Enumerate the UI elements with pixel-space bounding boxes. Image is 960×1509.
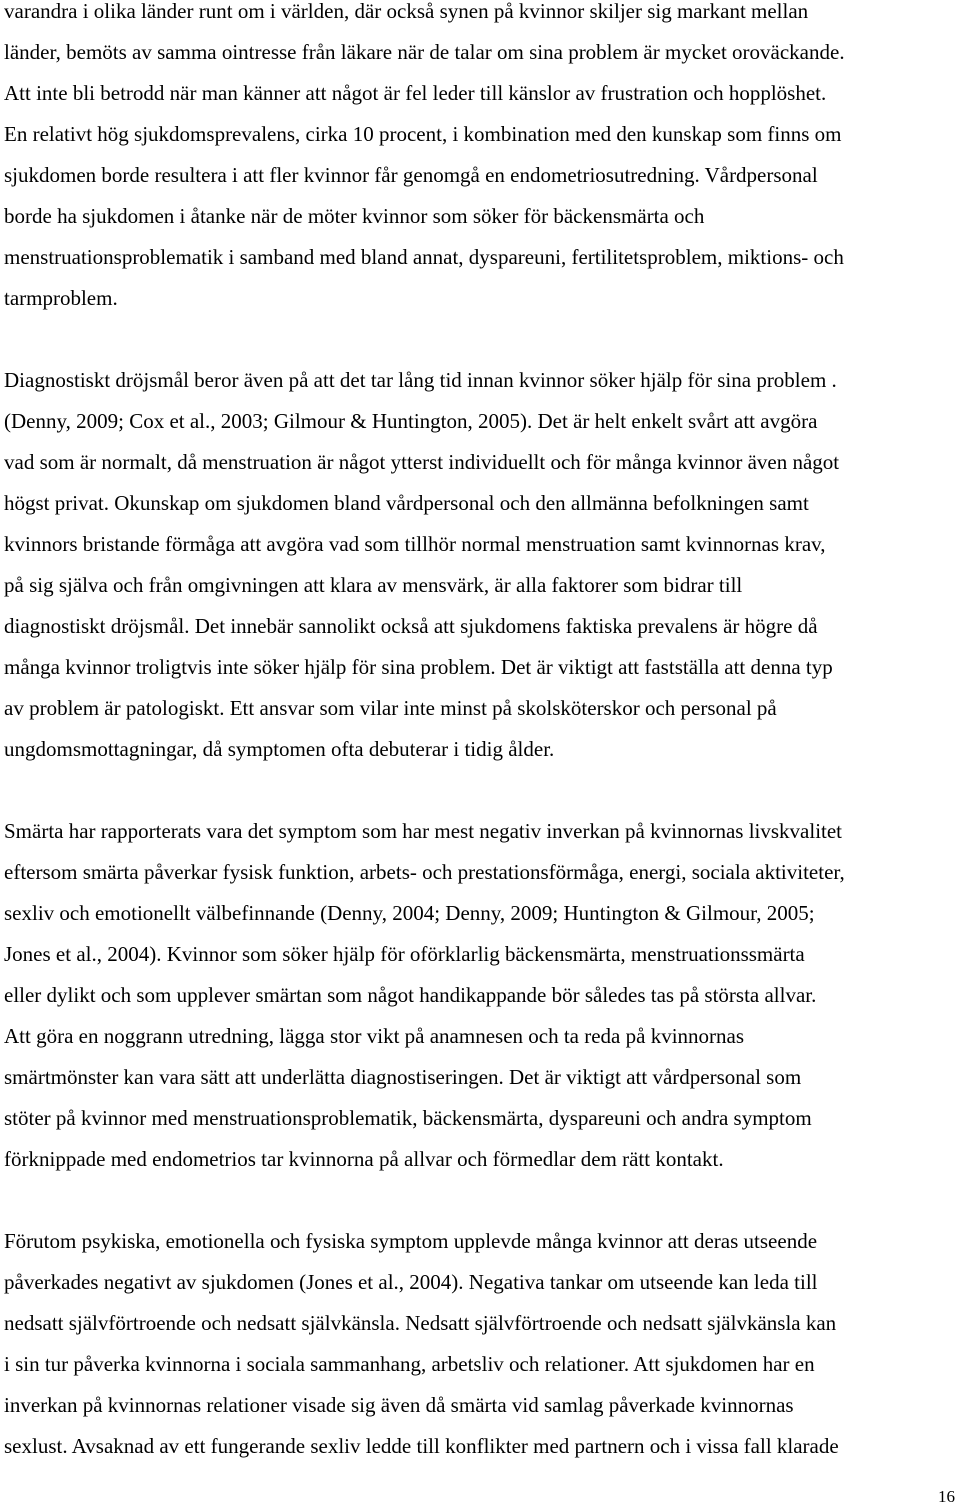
paragraph-1 <box>4 0 956 319</box>
text-line: eftersom smärta påverkar fysisk funktion, arbets- och prestationsförmåga, energi, sociala aktiviteter, <box>4 860 845 884</box>
text-line: borde ha sjukdomen i åtanke när de möter kvinnor som söker för bäckensmärta och <box>4 204 705 228</box>
text-line: vad som är normalt, då menstruation är något ytterst individuellt och för många kvinnor även något <box>4 450 840 474</box>
text-line: kvinnors bristande förmåga att avgöra vad som tillhör normal menstruation samt kvinnornas krav, <box>4 532 826 556</box>
text-line: sexliv och emotionellt välbefinnande (Denny, 2004; Denny, 2009; Huntington & Gilmour, 2005; <box>4 901 815 925</box>
text-line: högst privat. Okunskap om sjukdomen bland vårdpersonal och den allmänna befolkningen samt <box>4 491 809 515</box>
text-line: eller dylikt och som upplever smärtan som något handikappande bör således tas på största allvar. <box>4 983 817 1007</box>
text-line: Smärta har rapporterats vara det symptom som har mest negativ inverkan på kvinnornas livskvalitet <box>4 819 843 843</box>
text-line: länder, bemöts av samma ointresse från läkare när de talar om sina problem är mycket oroväckande. <box>4 40 845 64</box>
text-line: många kvinnor troligtvis inte söker hjälp för sina problem. Det är viktigt att fastställa att denna typ <box>4 655 833 679</box>
page-number: 16 <box>938 1487 955 1506</box>
text-line: förknippade med endometrios tar kvinnorna på allvar och förmedlar dem rätt kontakt. <box>4 1147 724 1171</box>
text-line: Att inte bli betrodd när man känner att något är fel leder till känslor av frustration och hopplöshet. <box>4 81 827 105</box>
text-line: Att göra en noggrann utredning, lägga stor vikt på anamnesen och ta reda på kvinnornas <box>4 1024 745 1048</box>
paragraph-2 <box>4 360 956 770</box>
text-line: av problem är patologiskt. Ett ansvar som vilar inte minst på skolsköterskor och personal på <box>4 696 777 720</box>
text-line: tarmproblem. <box>4 286 118 310</box>
paragraph-3 <box>4 811 956 1180</box>
text-line: En relativt hög sjukdomsprevalens, cirka 10 procent, i kombination med den kunskap som finns om <box>4 122 842 146</box>
text-line: Diagnostiskt dröjsmål beror även på att det tar lång tid innan kvinnor söker hjälp för sina problem . <box>4 368 837 392</box>
text-line: varandra i olika länder runt om i världen, där också synen på kvinnor skiljer sig markant mellan <box>4 0 809 23</box>
text-line: ungdomsmottagningar, då symptomen ofta debuterar i tidig ålder. <box>4 737 555 761</box>
text-line: diagnostiskt dröjsmål. Det innebär sannolikt också att sjukdomens faktiska prevalens är högre då <box>4 614 818 638</box>
text-line: sexlust. Avsaknad av ett fungerande sexliv ledde till konflikter med partnern och i vissa fall klarade <box>4 1434 839 1458</box>
text-line: i sin tur påverka kvinnorna i sociala sammanhang, arbetsliv och relationer. Att sjukdomen har en <box>4 1352 815 1376</box>
document-body <box>4 0 956 1467</box>
text-line: menstruationsproblematik i samband med bland annat, dyspareuni, fertilitetsproblem, miktions- och <box>4 245 844 269</box>
text-line: påverkades negativt av sjukdomen (Jones et al., 2004). Negativa tankar om utseende kan leda till <box>4 1270 818 1294</box>
paragraph-gap <box>4 319 956 360</box>
text-line: (Denny, 2009; Cox et al., 2003; Gilmour & Huntington, 2005). Det är helt enkelt svårt att avgöra <box>4 409 818 433</box>
paragraph-gap <box>4 1180 956 1221</box>
paragraph-4 <box>4 1221 956 1467</box>
text-line: Jones et al., 2004). Kvinnor som söker hjälp för oförklarlig bäckensmärta, menstruationssmärta <box>4 942 805 966</box>
text-line: på sig själva och från omgivningen att klara av mensvärk, är alla faktorer som bidrar till <box>4 573 743 597</box>
text-line: smärtmönster kan vara sätt att underlätta diagnostiseringen. Det är viktigt att vårdpersonal som <box>4 1065 802 1089</box>
paragraph-gap <box>4 770 956 811</box>
text-line: inverkan på kvinnornas relationer visade sig även då smärta vid samlag påverkade kvinnornas <box>4 1393 794 1417</box>
text-line: sjukdomen borde resultera i att fler kvinnor får genomgå en endometriosutredning. Vårdpersonal <box>4 163 818 187</box>
text-line: stöter på kvinnor med menstruationsproblematik, bäckensmärta, dyspareuni och andra symptom <box>4 1106 812 1130</box>
text-line: Förutom psykiska, emotionella och fysiska symptom upplevde många kvinnor att deras utseende <box>4 1229 818 1253</box>
text-line: nedsatt självförtroende och nedsatt självkänsla. Nedsatt självförtroende och nedsatt självkänsla kan <box>4 1311 837 1335</box>
